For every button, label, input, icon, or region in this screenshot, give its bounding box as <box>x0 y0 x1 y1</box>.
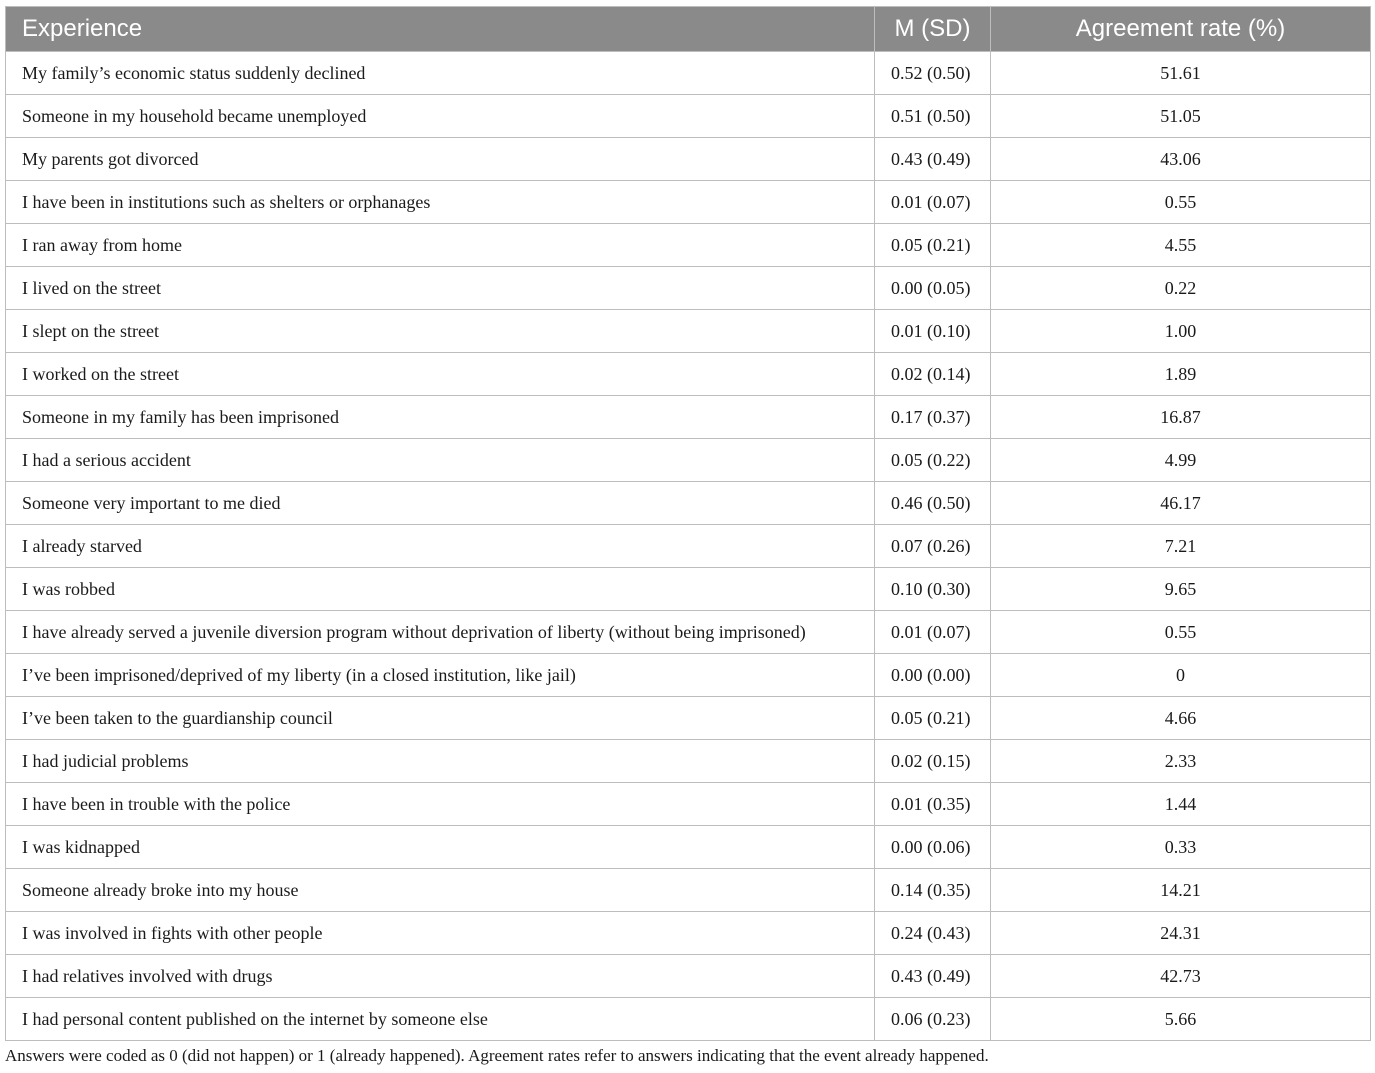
cell-agreement-rate: 1.44 <box>991 783 1371 826</box>
cell-m-sd: 0.52 (0.50) <box>875 52 991 95</box>
cell-m-sd: 0.05 (0.21) <box>875 697 991 740</box>
cell-m-sd: 0.05 (0.22) <box>875 439 991 482</box>
table-row <box>6 654 1371 697</box>
cell-m-sd: 0.05 (0.21) <box>875 224 991 267</box>
cell-agreement-rate: 4.66 <box>991 697 1371 740</box>
cell-m-sd: 0.00 (0.06) <box>875 826 991 869</box>
cell-experience: I had judicial problems <box>6 740 875 783</box>
table-row <box>6 138 1371 181</box>
cell-agreement-rate: 46.17 <box>991 482 1371 525</box>
cell-m-sd: 0.24 (0.43) <box>875 912 991 955</box>
table-row <box>6 439 1371 482</box>
cell-m-sd: 0.43 (0.49) <box>875 955 991 998</box>
cell-agreement-rate: 9.65 <box>991 568 1371 611</box>
cell-experience: I ran away from home <box>6 224 875 267</box>
cell-experience: Someone very important to me died <box>6 482 875 525</box>
cell-experience: I worked on the street <box>6 353 875 396</box>
table-row <box>6 310 1371 353</box>
experiences-table <box>5 6 1371 1041</box>
table-row <box>6 955 1371 998</box>
cell-m-sd: 0.07 (0.26) <box>875 525 991 568</box>
table-row <box>6 353 1371 396</box>
cell-m-sd: 0.00 (0.05) <box>875 267 991 310</box>
cell-agreement-rate: 4.55 <box>991 224 1371 267</box>
cell-experience: My parents got divorced <box>6 138 875 181</box>
cell-experience: I was robbed <box>6 568 875 611</box>
cell-experience: I was involved in fights with other people <box>6 912 875 955</box>
cell-agreement-rate: 7.21 <box>991 525 1371 568</box>
cell-m-sd: 0.10 (0.30) <box>875 568 991 611</box>
cell-experience: I have been in trouble with the police <box>6 783 875 826</box>
cell-agreement-rate: 51.05 <box>991 95 1371 138</box>
cell-agreement-rate: 1.00 <box>991 310 1371 353</box>
cell-agreement-rate: 14.21 <box>991 869 1371 912</box>
cell-m-sd: 0.00 (0.00) <box>875 654 991 697</box>
cell-experience: I already starved <box>6 525 875 568</box>
cell-agreement-rate: 16.87 <box>991 396 1371 439</box>
table-row <box>6 181 1371 224</box>
table-header-row <box>6 7 1371 52</box>
table-body <box>6 52 1371 1041</box>
table-row <box>6 224 1371 267</box>
cell-agreement-rate: 43.06 <box>991 138 1371 181</box>
cell-experience: Someone in my family has been imprisoned <box>6 396 875 439</box>
cell-m-sd: 0.01 (0.35) <box>875 783 991 826</box>
cell-experience: My family’s economic status suddenly declined <box>6 52 875 95</box>
header-agreement-rate: Agreement rate (%) <box>991 7 1371 52</box>
cell-agreement-rate: 4.99 <box>991 439 1371 482</box>
table-footnote: Answers were coded as 0 (did not happen) or 1 (already happened). Agreement rates refer to answers indicating that the event already happened. <box>5 1046 989 1065</box>
table-row <box>6 740 1371 783</box>
table-row <box>6 482 1371 525</box>
cell-experience: I had a serious accident <box>6 439 875 482</box>
header-experience: Experience <box>6 7 875 52</box>
cell-agreement-rate: 0.55 <box>991 611 1371 654</box>
cell-experience: Someone in my household became unemployed <box>6 95 875 138</box>
cell-experience: I lived on the street <box>6 267 875 310</box>
table-row <box>6 525 1371 568</box>
cell-m-sd: 0.01 (0.07) <box>875 181 991 224</box>
cell-agreement-rate: 24.31 <box>991 912 1371 955</box>
table-row <box>6 568 1371 611</box>
table-row <box>6 998 1371 1041</box>
cell-agreement-rate: 42.73 <box>991 955 1371 998</box>
table-row <box>6 869 1371 912</box>
cell-m-sd: 0.06 (0.23) <box>875 998 991 1041</box>
cell-experience: I’ve been taken to the guardianship council <box>6 697 875 740</box>
cell-experience: I was kidnapped <box>6 826 875 869</box>
cell-agreement-rate: 0.22 <box>991 267 1371 310</box>
cell-experience: Someone already broke into my house <box>6 869 875 912</box>
cell-experience: I slept on the street <box>6 310 875 353</box>
cell-agreement-rate: 1.89 <box>991 353 1371 396</box>
table-row <box>6 611 1371 654</box>
cell-agreement-rate: 2.33 <box>991 740 1371 783</box>
cell-m-sd: 0.02 (0.14) <box>875 353 991 396</box>
table-row <box>6 826 1371 869</box>
cell-experience: I had relatives involved with drugs <box>6 955 875 998</box>
table-row <box>6 912 1371 955</box>
table-row <box>6 396 1371 439</box>
cell-m-sd: 0.01 (0.10) <box>875 310 991 353</box>
cell-agreement-rate: 5.66 <box>991 998 1371 1041</box>
cell-m-sd: 0.01 (0.07) <box>875 611 991 654</box>
table-row <box>6 783 1371 826</box>
cell-agreement-rate: 0 <box>991 654 1371 697</box>
cell-experience: I have already served a juvenile diversion program without deprivation of liberty (without being imprisoned) <box>6 611 875 654</box>
cell-m-sd: 0.51 (0.50) <box>875 95 991 138</box>
cell-m-sd: 0.43 (0.49) <box>875 138 991 181</box>
cell-agreement-rate: 51.61 <box>991 52 1371 95</box>
table-row <box>6 267 1371 310</box>
header-m-sd: M (SD) <box>875 7 991 52</box>
table-row <box>6 697 1371 740</box>
cell-m-sd: 0.14 (0.35) <box>875 869 991 912</box>
cell-m-sd: 0.17 (0.37) <box>875 396 991 439</box>
table-row <box>6 52 1371 95</box>
cell-experience: I have been in institutions such as shelters or orphanages <box>6 181 875 224</box>
table-row <box>6 95 1371 138</box>
cell-experience: I’ve been imprisoned/deprived of my liberty (in a closed institution, like jail) <box>6 654 875 697</box>
cell-agreement-rate: 0.55 <box>991 181 1371 224</box>
cell-m-sd: 0.46 (0.50) <box>875 482 991 525</box>
cell-experience: I had personal content published on the internet by someone else <box>6 998 875 1041</box>
cell-m-sd: 0.02 (0.15) <box>875 740 991 783</box>
cell-agreement-rate: 0.33 <box>991 826 1371 869</box>
